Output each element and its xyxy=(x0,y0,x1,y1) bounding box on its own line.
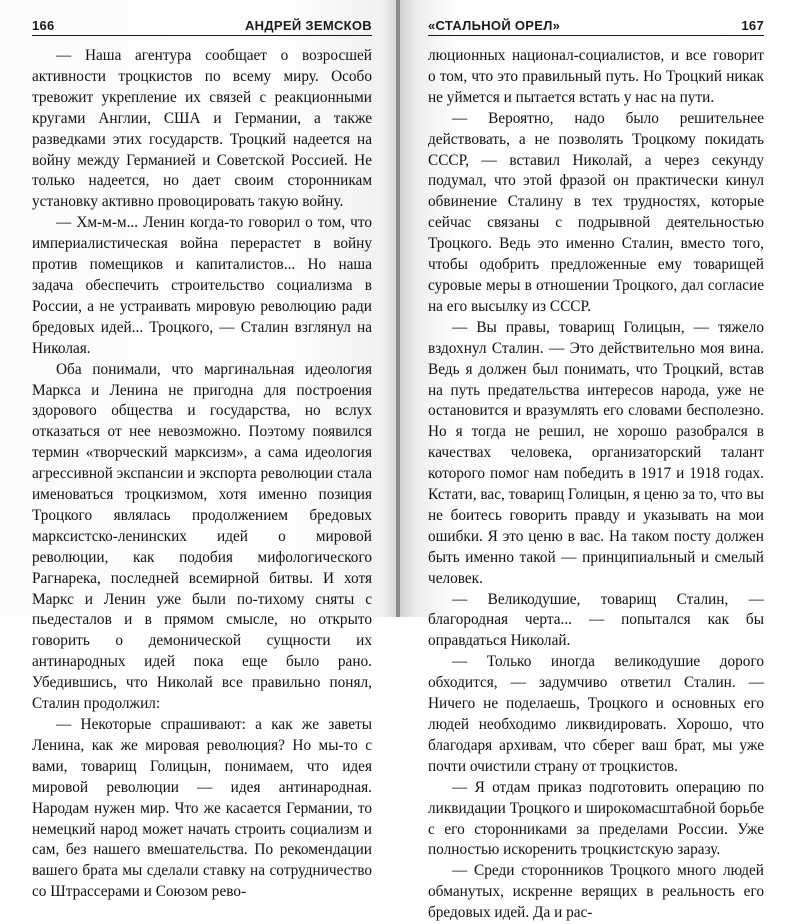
right-header-rule xyxy=(428,35,764,36)
continued-paragraph: люционных национал-социалистов, и все говорит о том, что это правильный путь. Но Троцкий никак не уймется и пытается встать у нас на пути. xyxy=(428,47,764,106)
left-running-head: АНДРЕЙ ЗЕМСКОВ xyxy=(244,18,372,33)
paragraph: — Великодушие, товарищ Сталин, — благородная черта... — попытался как бы оправдаться Николай. xyxy=(428,590,764,650)
right-page-header xyxy=(428,18,764,40)
paragraph: — Вы правы, товарищ Голицын, — тяжело вздохнул Сталин. — Это действительно моя вина. Ведь я должен был понимать, что Троцкий, встав на путь предательства интересов народа, уже не остановится и вразумлять его словами бесполезно. Но я тогда не решил, не хорошо разобрался в качествах человека, организаторский талант которого помог нам победить в 1917 и 1918 годах. Кстати, вас, товарищ Голицын, я ценю за то, что вы не боитесь говорить правду и указывать на мои ошибки. Я это ценю в вас. На таком посту должен быть именно такой — принципиальный и смелый человек. xyxy=(428,318,764,587)
left-header-rule xyxy=(32,35,372,36)
paragraph: — Только иногда великодушие дорого обходится, — задумчиво ответил Сталин. — Ничего не поделаешь, Троцкого и основных его людей необходимо ликвидировать. Хорошо, что благодаря архивам, что сберег ваш брат, мы уже почти очистили страну от троцкистов. xyxy=(428,653,764,775)
paragraph: — Наша агентура сообщает о возросшей активности троцкистов по всему миру. Особо тревожит укрепление их связей с реакционными кругами Англии, США и Германии, а также разведками этих государств. Троцкий надеется на войну между Германией и Советской Россией. Не только надеется, но дает своим сторонникам установку активно провоцировать такую войну. xyxy=(32,47,372,211)
left-page-number: 166 xyxy=(32,18,55,33)
left-page-header xyxy=(32,18,372,40)
paragraph: — Вероятно, надо было решительнее действовать, а не позволять Троцкому покидать СССР, — вставил Николай, а через секунду подумал, что этой фразой он практически кинул обвинение Сталину в тех трудностях, которые сейчас связаны с подрывной деятельностью Троцкого. Ведь это именно Сталин, вместо того, чтобы одобрить предложенные ему товарищей суровые меры в отношении Троцкого, дал согласие на его высылку из СССР. xyxy=(428,109,764,315)
right-page xyxy=(398,0,800,922)
book-spine xyxy=(396,0,400,617)
paragraph: Оба понимали, что маргинальная идеология Маркса и Ленина не пригодна для построения здорового общества и государства, но вслух отказаться от нее невозможно. Поэтому появился термин «творческий марксизм», а сама идеология агрессивной экспансии и экспорта революции стала именоваться троцкизмом, хотя именно позиция Троцкого являлась продолжением бредовых марксистско-ленинских идей о мировой революции, как подобия мифологического Рагнарека, последней всемирной битвы. И хотя Маркс и Ленин уже были по-тихому сняты с пьедесталов и в прямом смысле, но открыто говорить о демонической сущности их антинародных идей пока еще было рано. Убедившись, что Николай все правильно понял, Сталин продолжил: xyxy=(32,360,372,713)
paragraph: — Среди сторонников Троцкого много людей обманутых, искренне верящих в реальность его бредовых идей. Да и рас- xyxy=(428,862,764,922)
left-page xyxy=(0,0,398,901)
right-running-head: «СТАЛЬНОЙ ОРЕЛ» xyxy=(428,18,561,33)
left-page-body xyxy=(32,46,372,903)
right-page-body xyxy=(428,46,764,924)
paragraph: — Я отдам приказ подготовить операцию по ликвидации Троцкого и широкомасштабной борьбе с его сторонниками за пределами России. Уже полностью искоренить троцкистскую заразу. xyxy=(428,778,764,859)
paragraph: — Некоторые спрашивают: а как же заветы Ленина, как же мировая революция? Но мы-то с вами, товарищ Голицын, понимаем, что идея мировой революции — идея антинародная. Народам нужен мир. Что же касается Германии, то немецкий народ может начать строить социализм и сам, без нашего вмешательства. По рекомендации вашего брата мы сделали ставку на сотрудничество со Штрассерами и Союзом рево- xyxy=(32,716,372,901)
right-page-number: 167 xyxy=(741,18,764,33)
paragraph: — Хм-м-м... Ленин когда-то говорил о том, что империалистическая война перерастет в войну против помещиков и капиталистов... Но наша задача обеспечить строительство социализма в России, а не устраивать мировую революцию ради бредовых идей... Троцкого, — Сталин взглянул на Николая. xyxy=(32,214,372,357)
